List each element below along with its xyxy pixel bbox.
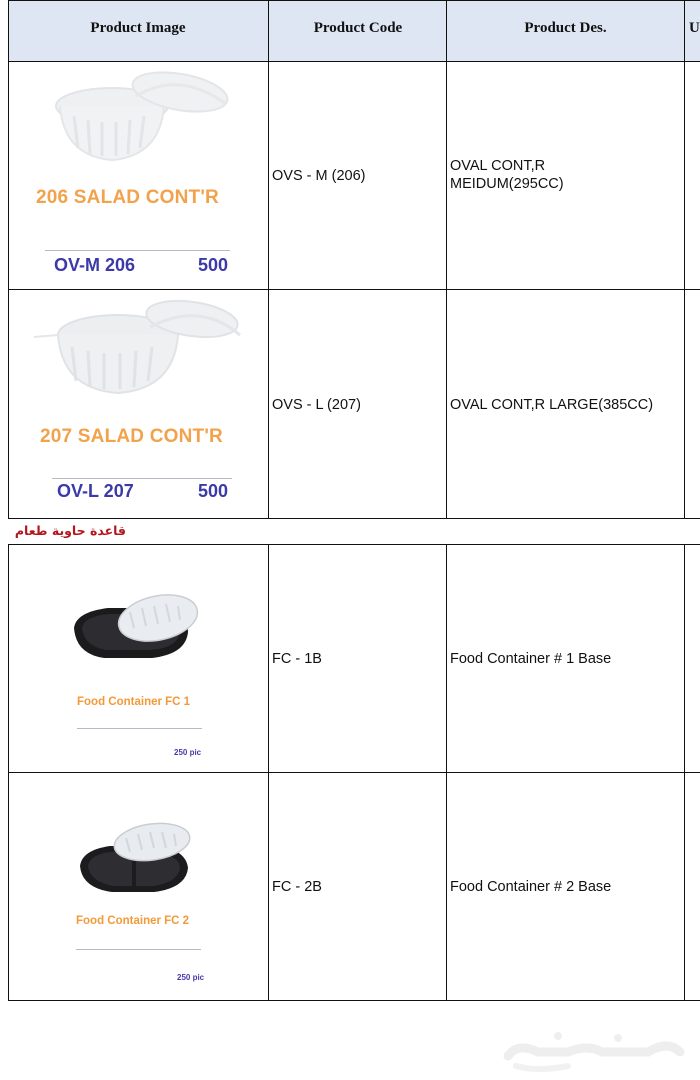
- col-divider: [446, 544, 447, 1001]
- col-divider: [446, 0, 447, 519]
- col-divider: [268, 0, 269, 519]
- model-label: OV-L 207: [57, 481, 134, 501]
- header-product-image: Product Image: [90, 20, 186, 36]
- row-divider: [8, 518, 700, 519]
- product-code: FC - 1B: [272, 651, 322, 667]
- product-caption: Food Container FC 2: [76, 915, 190, 927]
- section-label: قاعدة حاوية طعام: [14, 523, 126, 538]
- pieces-label: 250 pic: [174, 748, 202, 757]
- header-product-code: Product Code: [313, 20, 403, 36]
- product-code: OVS - L (207): [272, 397, 361, 413]
- col-divider: [684, 0, 685, 519]
- product-caption: 206 SALAD CONT'R: [36, 187, 219, 208]
- col-divider: [8, 0, 9, 519]
- col-divider: [684, 544, 685, 1001]
- salad-container-image: [30, 293, 245, 408]
- row-divider: [8, 289, 700, 290]
- header-product-desc: Product Des.: [524, 20, 607, 36]
- product-caption: Food Container FC 1: [77, 696, 191, 708]
- product-description: Food Container # 2 Base: [450, 879, 612, 895]
- model-label: OV-M 206: [54, 255, 136, 275]
- product-caption: 207 SALAD CONT'R: [40, 426, 223, 447]
- caption-divider: [52, 478, 232, 479]
- header-unit-partial: U: [689, 20, 700, 36]
- quantity-label: 500: [198, 481, 229, 501]
- row-divider: [8, 1000, 700, 1001]
- row-divider: [8, 772, 700, 773]
- col-divider: [268, 544, 269, 1001]
- row-divider: [8, 0, 700, 1]
- quantity-label: 500: [198, 255, 229, 275]
- caption-divider: [76, 949, 201, 950]
- row-divider: [8, 61, 700, 62]
- caption-divider: [45, 250, 230, 251]
- caption-divider: [77, 728, 202, 729]
- product-description: OVAL CONT,R LARGE(385CC): [450, 397, 654, 413]
- product-description: OVAL CONT,R MEIDUM(295CC): [450, 158, 564, 192]
- product-code: OVS - M (206): [272, 168, 366, 184]
- product-code: FC - 2B: [272, 879, 322, 895]
- col-divider: [8, 544, 9, 1001]
- product-description: Food Container # 1 Base: [450, 651, 612, 667]
- salad-container-image: [30, 64, 240, 174]
- haraj-watermark-logo: [498, 1022, 688, 1074]
- row-divider: [8, 544, 700, 545]
- pieces-label: 250 pic: [177, 973, 205, 982]
- food-container-image: [68, 588, 204, 668]
- food-container-image: [74, 820, 196, 898]
